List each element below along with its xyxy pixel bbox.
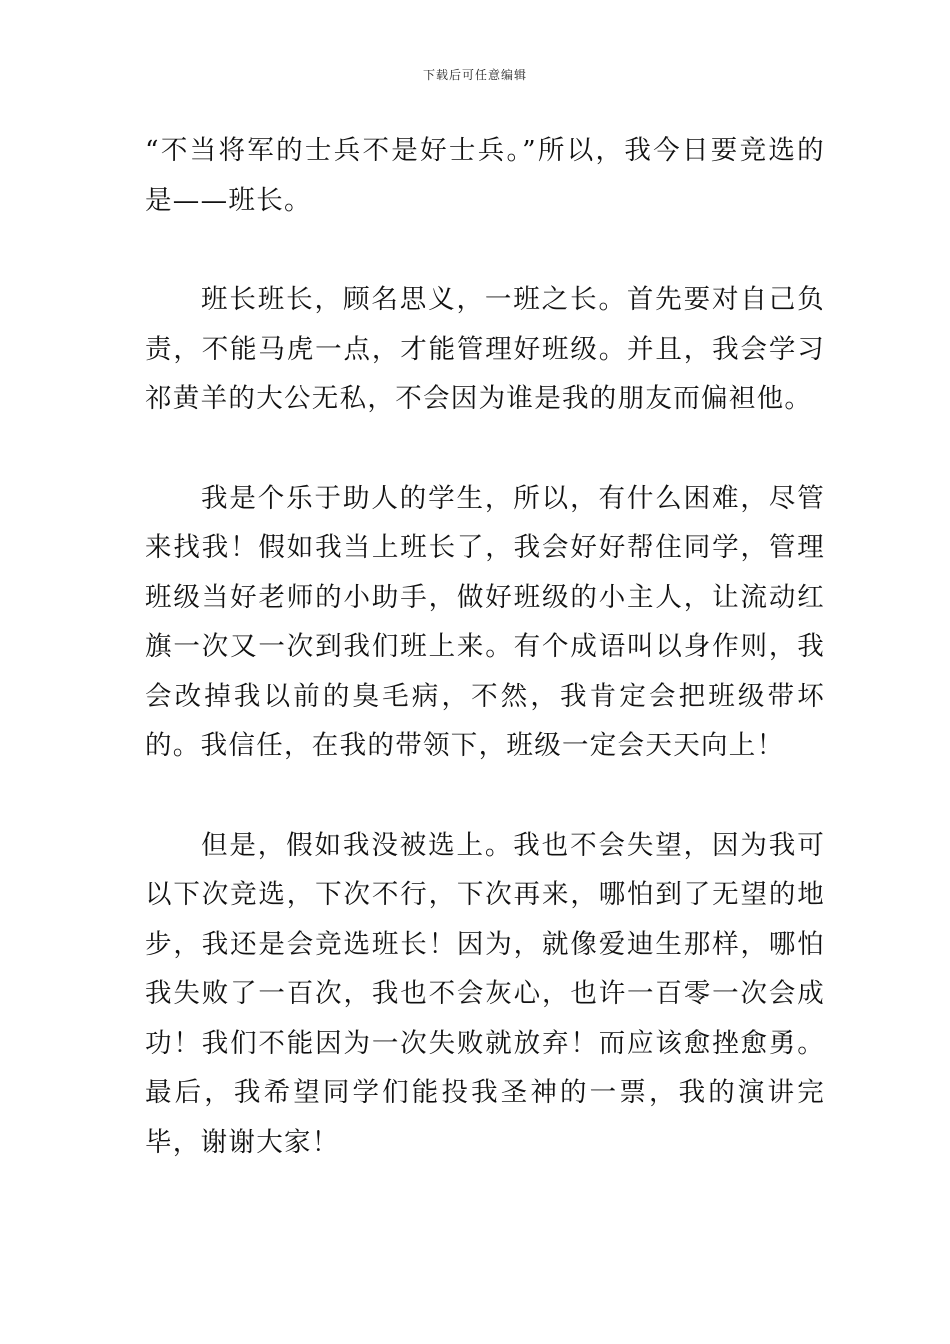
paragraph-3: 我是个乐于助人的学生，所以，有什么困难，尽管来找我！假如我当上班长了，我会好好帮住同学，管理班级当好老师的小助手，做好班级的小主人，让流动红旗一次又一次到我们班上来。有个成语叫以身作则，我会改掉我以前的臭毛病，不然，我肯定会把班级带坏的。我信任，在我的带领下，班级一定会天天向上！ [145,482,825,761]
document-body [145,126,825,1167]
paragraph-2: 班长班长，顾名思义，一班之长。首先要对自己负责，不能马虎一点，才能管理好班级。并且，我会学习祁黄羊的大公无私，不会因为谁是我的朋友而偏袒他。 [145,284,825,414]
header-note: 下载后可任意编辑 [422,68,527,82]
paragraph-4: 但是，假如我没被选上。我也不会失望，因为我可以下次竞选，下次不行，下次再来，哪怕到了无望的地步，我还是会竞选班长！因为，就像爱迪生那样，哪怕我失败了一百次，我也不会灰心，也许一百零一次会成功！我们不能因为一次失败就放弃！而应该愈挫愈勇。最后，我希望同学们能投我圣神的一票，我的演讲完毕，谢谢大家！ [145,829,825,1158]
paragraph-1: “不当将军的士兵不是好士兵。”所以，我今日要竞选的是——班长。 [145,135,825,216]
